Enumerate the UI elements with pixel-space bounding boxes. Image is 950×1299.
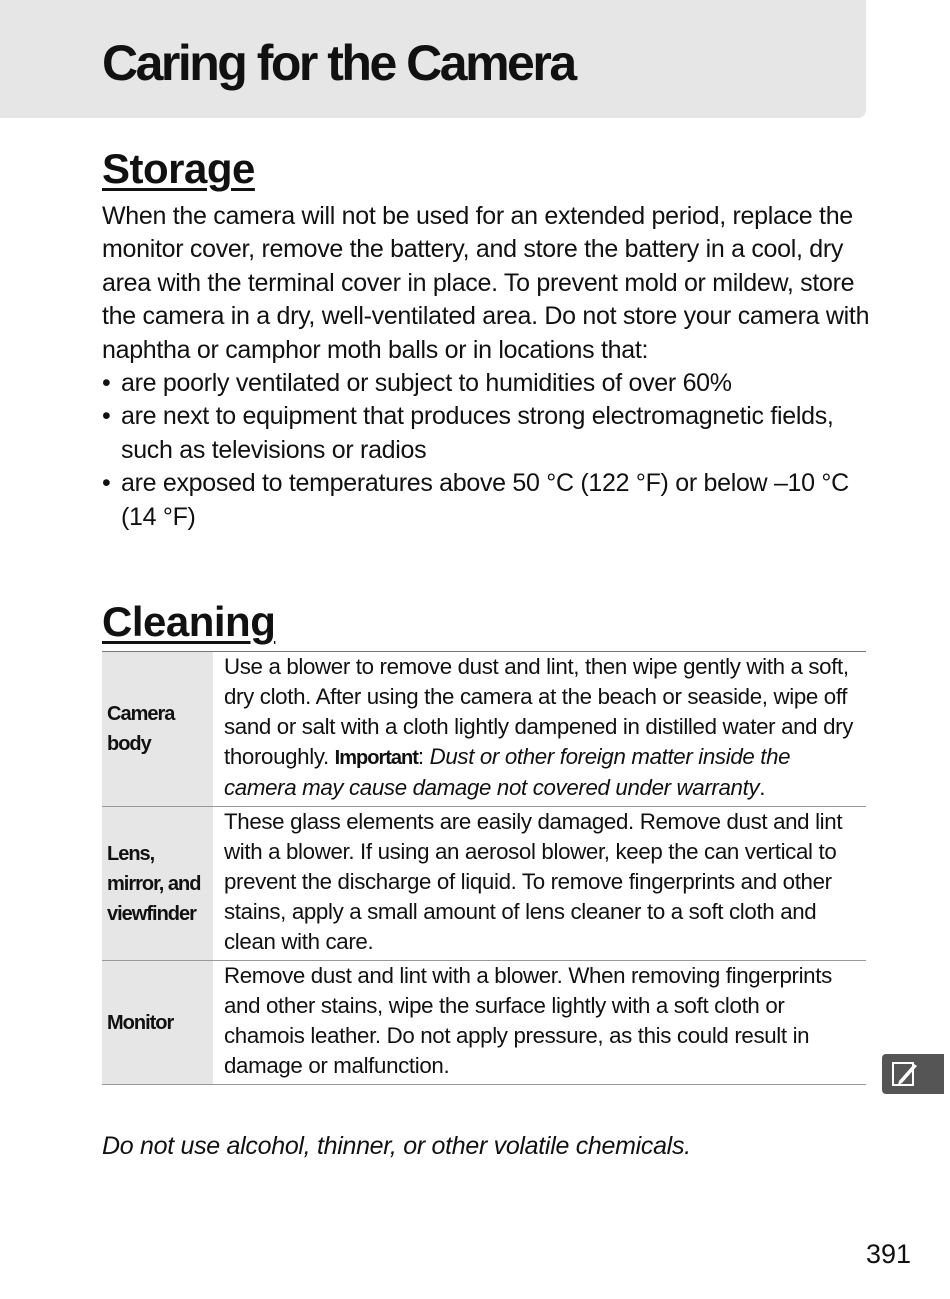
important-label: Important — [334, 747, 418, 769]
important-text: Dust or other foreign matter inside the camera may cause damage not covered under warranty — [224, 744, 791, 800]
row-text-lens-mirror-viewfinder: These glass elements are easily damaged. Remove dust and lint with a blower. If using an aerosol blower, keep the can vertical to prevent the discharge of liquid. To remove fingerprints and other stains, apply a small amount of lens cleaner to a soft cloth and clean with care. — [224, 809, 843, 954]
row-text: Use a blower to remove dust and lint, then wipe gently with a soft, dry cloth. After using the camera at the beach or seaside, wipe off sand or salt with a cloth lightly dampened in distilled water and dry thoroughly. — [224, 654, 854, 769]
bullet-symbol: • — [102, 402, 111, 431]
storage-heading: Storage — [102, 145, 255, 192]
storage-section — [102, 200, 872, 534]
bullet-text: are exposed to temperatures above 50 °C (122 °F) or below –10 °C (14 °F) — [121, 469, 849, 531]
list-item — [102, 367, 872, 400]
table-row — [102, 961, 866, 1085]
cleaning-table — [102, 651, 866, 1085]
cleaning-heading: Cleaning — [102, 598, 276, 645]
row-text-monitor: Remove dust and lint with a blower. When removing fingerprints and other stains, wipe the surface lightly with a soft cloth or chamois leather. Do not apply pressure, as this could result in damage or malfunction. — [224, 963, 832, 1078]
footer-note: Do not use alcohol, thinner, or other volatile chemicals. — [102, 1132, 691, 1160]
table-row — [102, 807, 866, 961]
important-end: . — [759, 775, 766, 800]
page-title: Caring for the Camera — [102, 35, 575, 91]
row-text-camera-body — [213, 652, 866, 806]
list-item — [102, 467, 872, 534]
row-label-lens-mirror-viewfinder: Lens, mirror, and viewfinder — [102, 807, 213, 960]
bullet-symbol: • — [102, 369, 111, 398]
row-label-camera-body: Camera body — [102, 652, 213, 806]
page-number: 391 — [866, 1239, 912, 1269]
technical-notes-icon — [890, 1060, 920, 1088]
section-tab[interactable] — [882, 1054, 944, 1094]
bullet-text: are next to equipment that produces strong electromagnetic fields, such as televisions or radios — [121, 402, 834, 464]
table-row — [102, 652, 866, 807]
bullet-text: are poorly ventilated or subject to humidities of over 60% — [121, 369, 732, 398]
row-label-monitor: Monitor — [102, 961, 213, 1084]
storage-bullet-list — [102, 367, 872, 534]
list-item — [102, 400, 872, 467]
important-separator: : — [417, 744, 430, 769]
storage-intro: When the camera will not be used for an extended period, replace the monitor cover, remove the battery, and store the battery in a cool, dry area with the terminal cover in place. To prevent mold or mildew, store the camera in a dry, well-ventilated area. Do not store your camera with naphtha or camphor moth balls or in locations that: — [102, 202, 870, 364]
bullet-symbol: • — [102, 469, 111, 498]
